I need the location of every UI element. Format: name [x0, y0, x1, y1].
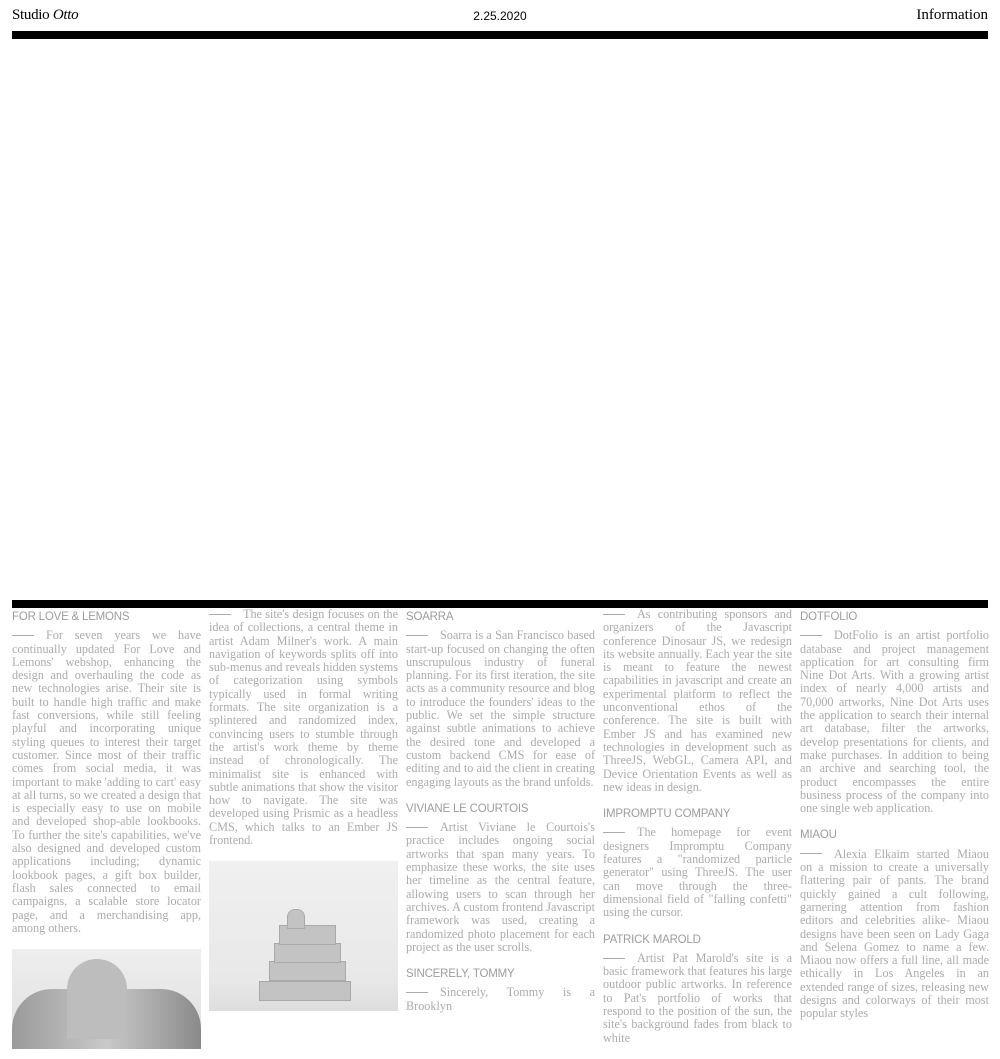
project-column-2 [209, 608, 398, 1011]
project-description: Soarra is a San Francisco based start-up focused on changing the often unscrupulous industry of funeral planning. For its first iteration, the site acts as a community resource and blog to introduce the founders' ideas to the public. We set the simple structure against subtle animations to achieve the desired tone and developed a custom backend CMS for ease of editing and to aid the client in creating engaging layouts as the brand unfolds. [406, 628, 595, 789]
dash-divider [209, 614, 231, 615]
project-title: SINCERELY, TOMMY [406, 968, 515, 981]
project-column-3 [406, 608, 595, 1027]
project-description: Alexia Elkaim started Miaou on a mission to create a universally flattering pair of pants. The brand quickly gained a cult following, garnering attention from fashion editors and celebrities alike- Miaou designs have been seen on Lady Gaga and Selena Gomez to name a few. Miaou now offers a full line, all made ethically in Los Angeles in an extended range of sizes, releasing new designs and colorways of their most popular styles [800, 846, 989, 1021]
project-description: Sincerely, Tommy is a Brooklyn [406, 985, 595, 1013]
project-thumbnail-portrait[interactable] [12, 949, 201, 1029]
project-column-4 [603, 608, 792, 1059]
project-title: IMPROMPTU COMPANY [603, 808, 731, 821]
stair-step [269, 961, 346, 981]
project-dinosaur-js[interactable] [603, 608, 792, 794]
dash-divider [12, 635, 34, 636]
project-description: Artist Pat Marold's site is a basic framework that features his large outdoor public artworks. In reference to Pat's portfolio of works that respond to the position of the sun, the site's background fades from black to white [603, 950, 792, 1045]
project-patrick-marold[interactable] [603, 934, 792, 1045]
project-description: Artist Viviane le Courtois's practice includes ongoing social artworks that span many years. To emphasize these works, the site uses her timeline as the central feature, allowing users to scan through her archives. A custom frontend Javascript framework was used, creating a randomized photo placement for each project as the user scrolls. [406, 820, 595, 954]
project-title: FOR LOVE & LEMONS [12, 611, 130, 623]
project-description: For seven years we have continually updated For Love and Lemons' webshop, enhancing the design and overhauling the code as new technologies arise. Their site is built to handle high traffic and make fast conversions, while still feeling playful and incorporating unique styling queues to interest their target customer. Since most of their traffic comes from social media, it was important to make 'adding to cart' easy at all turns, so we created a design that is especially easy to use on mobile and developed shop-able lookbooks. To further the site's capabilities, we've also designed and developed custom applications including; dynamic lookbook pages, a gift box builder, flash sales connected to email campaigns, a scalable store locator page, and a merchandising app, among others. [12, 628, 201, 935]
site-header [12, 0, 988, 32]
dash-divider [406, 827, 428, 828]
project-column-1 [12, 608, 201, 1029]
project-dotfolio[interactable] [800, 611, 989, 815]
dash-divider [406, 635, 428, 636]
project-description: As contributing sponsors and organizers of the Javascript conference Dinosaur JS, we redesign its website annually. Each year the site is meant to feature the newest capabilities in javascript and create an experimental platform to reflect the unconventional ethos of the conference. The site is built with Ember JS and has examined new technologies in development such as ThreeJS, WebGL, Camera API, and Device Orientation Events as well as new ideas in design. [603, 607, 792, 794]
header-divider [12, 31, 988, 39]
stair-step [274, 943, 341, 963]
dash-divider [406, 992, 428, 993]
project-description: DotFolio is an artist portfolio database and project management application for art consulting firm Nine Dot Arts. With a growing artist index of nearly 4,000 artists and 70,000 artworks, Nine Dot Arts uses the application to search their internal art database, filter the artworks, develop presentations for clients, and make purchases. In addition to being an archive and searching tool, the product encompasses the entire business process of the company into one single web application. [800, 628, 989, 816]
content-divider [12, 600, 988, 608]
current-date: 2.25.2020 [473, 9, 527, 23]
brand-name-italic: Otto [52, 7, 79, 23]
project-title: MIAOU [800, 829, 837, 842]
project-title: VIVIANE LE COURTOIS [406, 802, 529, 815]
studio-logo-link[interactable] [12, 7, 78, 24]
project-miaou[interactable] [800, 829, 989, 1020]
portrait-head [67, 959, 127, 1039]
project-for-love-and-lemons[interactable] [12, 611, 201, 935]
dash-divider [603, 614, 625, 615]
project-viviane-le-courtois[interactable] [406, 803, 595, 954]
project-title: PATRICK MAROLD [603, 933, 701, 946]
dash-divider [800, 853, 822, 854]
stair-step [259, 981, 351, 1001]
project-sincerely-tommy[interactable] [406, 968, 595, 1013]
project-columns [12, 607, 989, 1045]
project-adam-milner[interactable] [209, 608, 398, 847]
project-soarra[interactable] [406, 611, 595, 789]
project-column-5 [800, 608, 989, 1035]
project-description: The site's design focuses on the idea of collections, a central theme in artist Adam Milner's work. A main navigation of keywords splits off into sub-menus and reveals hidden systems of categorization using symbols typically used in formal writing formats. The site organization is a splintered and randomized index, convincing users to stumble through the artist's work theme by theme instead of chronologically. The minimalist site is enhanced with subtle animations that show the visitor how to navigate. The site was developed using Prismic as a headless CMS, which talks to an Ember JS frontend. [209, 607, 398, 848]
brand-name: Studio [12, 7, 53, 23]
project-description: The homepage for event designers Impromptu Company features a "randomized particle generator" using ThreeJS. The user can move through the three-dimensional field of "falling confetti" using the cursor. [603, 825, 792, 920]
dash-divider [800, 635, 822, 636]
project-thumbnail-sculpture[interactable] [209, 861, 398, 1011]
dash-divider [603, 832, 625, 833]
project-title: SOARRA [406, 611, 454, 623]
project-title: DOTFOLIO [800, 611, 858, 623]
project-impromptu-company[interactable] [603, 808, 792, 919]
dash-divider [603, 958, 625, 959]
sculpture-arch [287, 909, 305, 929]
information-link[interactable]: Information [916, 7, 988, 23]
